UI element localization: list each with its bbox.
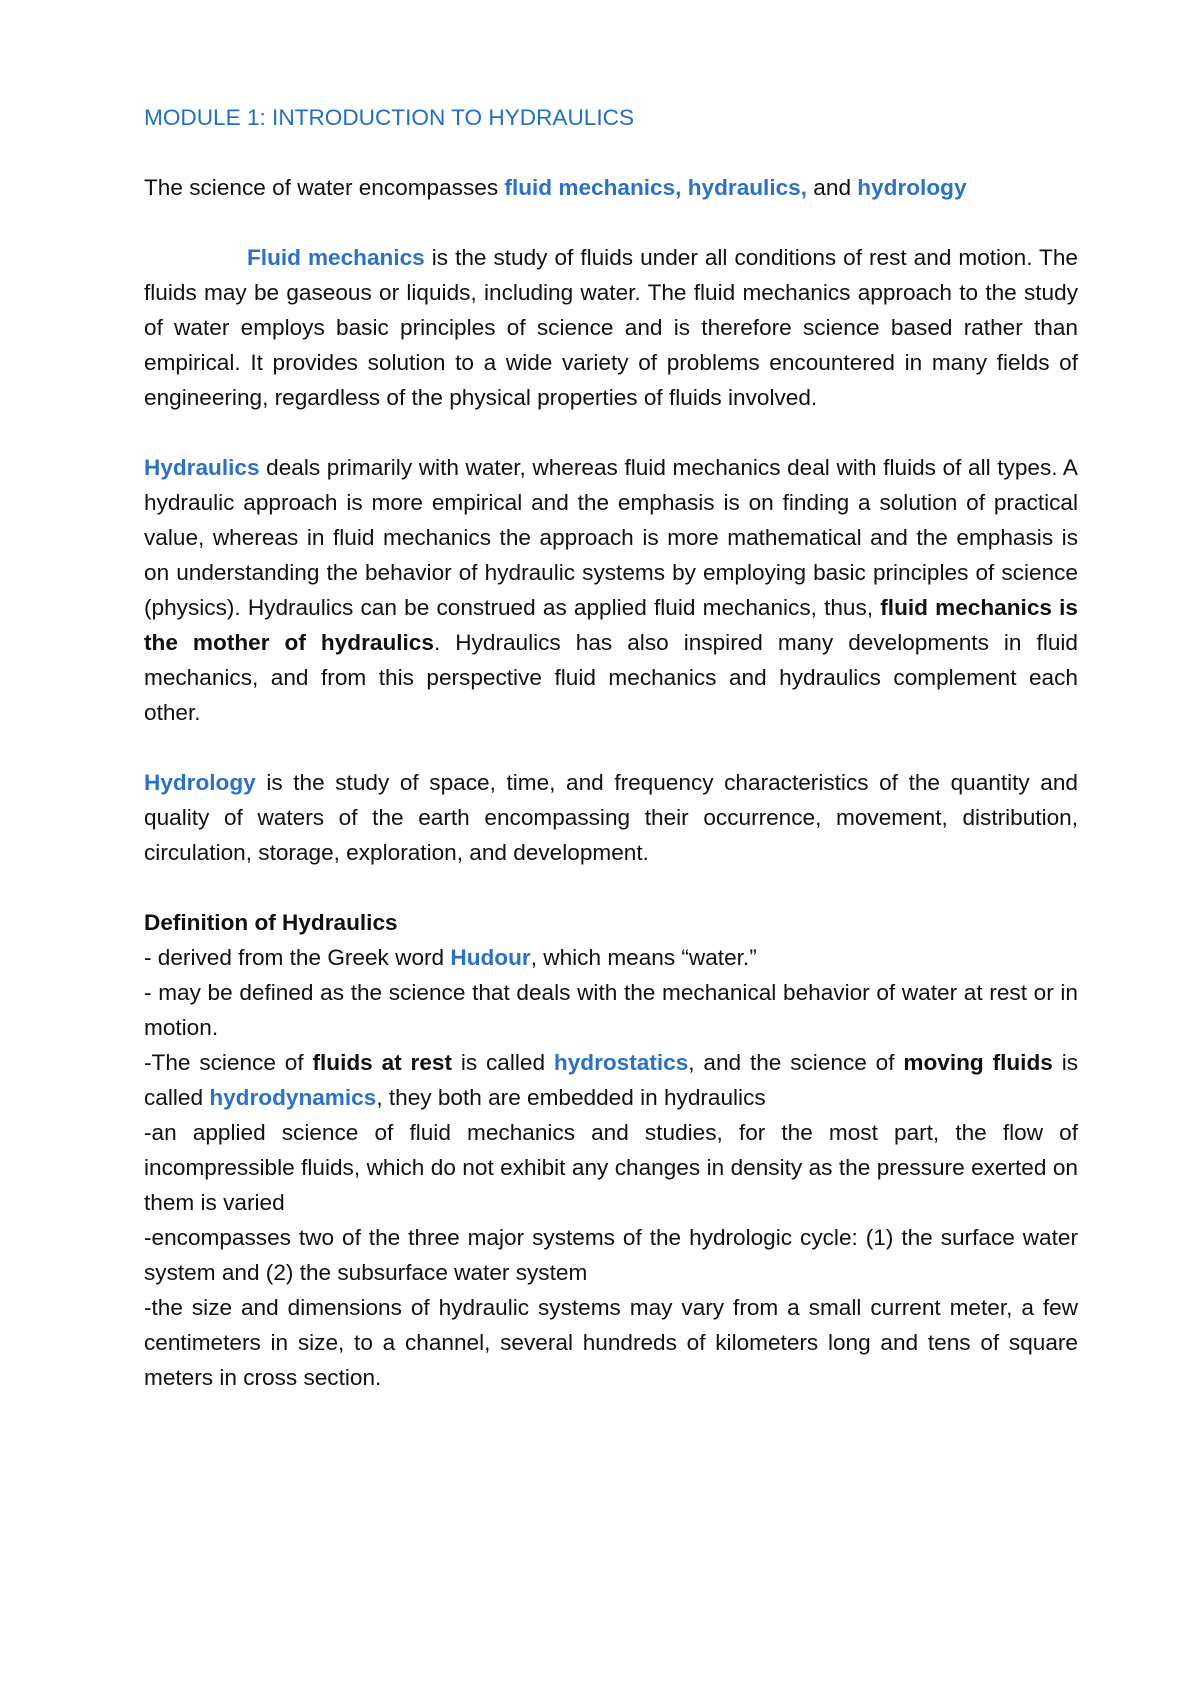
definition-heading: Definition of Hydraulics <box>144 910 398 935</box>
fluid-mechanics-text: is the study of fluids under all conditions of rest and motion. The fluids may be gaseous or liquids, including water. The fluid mechanics approach to the study of water employs basic principles of science and is therefore science based rather than empirical. It provides solution to a wide variety of problems encountered in many fields of engineering, regardless of the physical properties of fluids involved. <box>144 245 1078 410</box>
definition-item: -the size and dimensions of hydraulic systems may vary from a small current meter, a few centimeters in size, to a channel, several hundreds of kilometers long and tens of square meters in cross section. <box>144 1295 1078 1390</box>
definition-item: -an applied science of fluid mechanics and studies, for the most part, the flow of incompressible fluids, which do not exhibit any changes in density as the pressure exerted on them is varied <box>144 1120 1078 1215</box>
hydraulics-paragraph <box>144 450 1078 730</box>
definition-text: -The science of <box>144 1050 313 1075</box>
hydrostatics-keyword: hydrostatics <box>553 1050 689 1075</box>
fluid-mechanics-paragraph <box>144 240 1078 415</box>
definition-text: is called <box>144 1050 1079 1110</box>
hydraulics-text-end: . Hydraulics has also inspired many developments in fluid mechanics, and from this perspective fluid mechanics and hydraulics complement each other. <box>144 630 1078 725</box>
hydrodynamics-keyword: hydrodynamics <box>209 1085 377 1110</box>
hydraulics-term: Hydraulics <box>144 455 260 480</box>
definition-text: , and the science of <box>688 1050 904 1075</box>
intro-text: The science of water encompasses <box>144 175 505 200</box>
hydraulics-text: deals primarily with water, whereas fluid mechanics deal with fluids of all types. A hydraulic approach is more empirical and the emphasis is on finding a solution of practical value, whereas in fluid mechanics the approach is more mathematical and the emphasis is on understanding the behavior of hydraulic systems by employing basic principles of science (physics). Hydraulics can be construed as applied fluid mechanics, thus, <box>144 455 1078 620</box>
intro-keyword-hydrology: hydrology <box>857 175 967 200</box>
definition-text: - derived from the Greek word <box>144 945 451 970</box>
hydrology-term: Hydrology <box>144 770 256 795</box>
definition-item: - may be defined as the science that deals with the mechanical behavior of water at rest or in motion. <box>144 980 1078 1040</box>
intro-text-and: and <box>807 175 858 200</box>
moving-fluids-bold: moving fluids <box>903 1050 1053 1075</box>
definition-item <box>144 1045 1078 1115</box>
module-title: MODULE 1: INTRODUCTION TO HYDRAULICS <box>144 105 635 130</box>
fluids-at-rest-bold: fluids at rest <box>312 1050 452 1075</box>
definition-text: , they both are embedded in hydraulics <box>376 1085 766 1110</box>
definition-text: is called <box>451 1050 554 1075</box>
definition-text: , which means “water.” <box>530 945 757 970</box>
hydraulics-bold-statement: fluid mechanics is the mother of hydraulics <box>144 595 1078 655</box>
hydrology-paragraph <box>144 765 1078 870</box>
intro-paragraph <box>144 170 1078 205</box>
greek-word-keyword: Hudour <box>450 945 531 970</box>
hydrology-text: is the study of space, time, and frequency characteristics of the quantity and quality of waters of the earth encompassing their occurrence, movement, distribution, circulation, storage, exploration, and development. <box>144 770 1078 865</box>
intro-keyword-fluid-hydraulics: fluid mechanics, hydraulics, <box>504 175 808 200</box>
definition-item <box>144 940 1078 975</box>
document-page <box>144 100 1078 1395</box>
fluid-mechanics-term: Fluid mechanics <box>247 245 425 270</box>
definition-item: -encompasses two of the three major systems of the hydrologic cycle: (1) the surface water system and (2) the subsurface water system <box>144 1225 1078 1285</box>
